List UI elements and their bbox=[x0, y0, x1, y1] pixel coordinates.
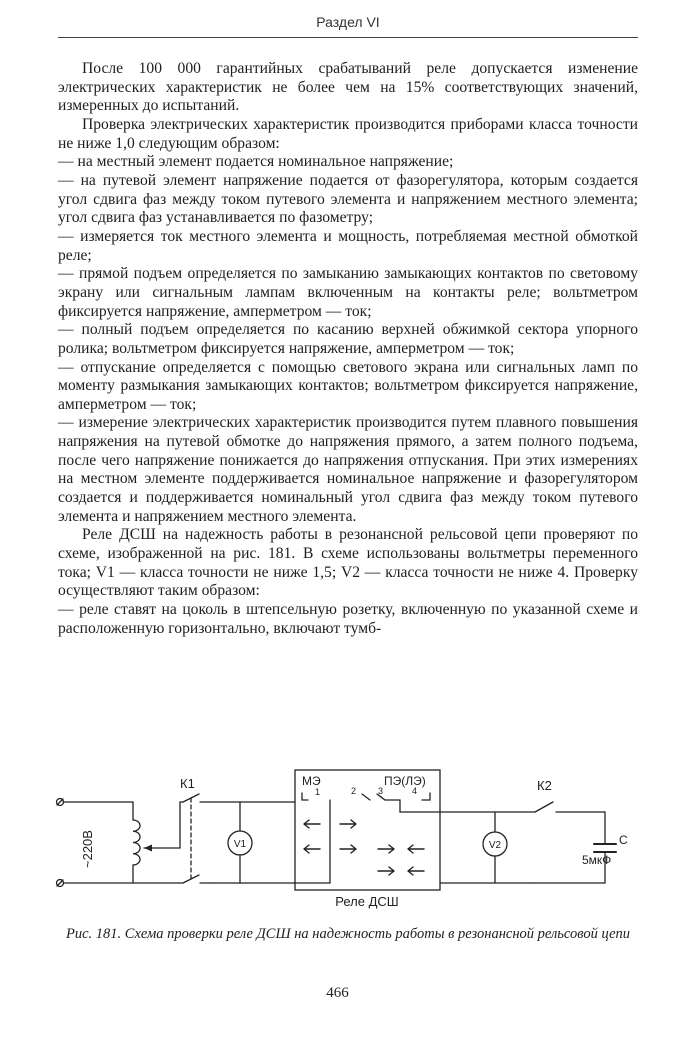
label-terminal-2: 2 bbox=[351, 786, 357, 796]
relay-arrows bbox=[304, 820, 424, 875]
label-capacitance: 5мкФ bbox=[582, 853, 612, 867]
autotransformer-coil bbox=[133, 820, 140, 865]
relay-contacts bbox=[302, 793, 440, 812]
label-k1: К1 bbox=[180, 776, 195, 791]
label-v1: V1 bbox=[233, 839, 247, 850]
capacitor bbox=[594, 844, 616, 852]
circuit-diagram bbox=[40, 760, 650, 920]
label-source: ~220В bbox=[80, 830, 95, 868]
paragraph: Проверка электрических характеристик производится приборами класса точности не ниже 1,0 следующим образом: bbox=[58, 115, 638, 152]
list-item: — измерение электрических характеристик производится путем плавного повышения напряжения на путевой обмотке до напряжения прямого, а затем полного подъема, после чего напряжение понижается до напряжения отпускания. При этих измерениях на местном элементе поддерживается номинальное напряжение и фазорегулятором создается и поддерживается номинальный угол сдвига фаз между током путевого элемента и напряжением местного элемента. bbox=[58, 414, 638, 525]
paragraph: Реле ДСШ на надежность работы в резонансной рельсовой цепи проверяют по схеме, изображенной на рис. 181. В схеме использованы вольтметры переменного тока; V1 — класса точности не ниже 1,5; V2 — класса точности не ниже 4. Проверку осуществляют таким образом: bbox=[58, 526, 638, 600]
header-rule bbox=[58, 37, 638, 38]
label-capacitor: С bbox=[619, 833, 628, 847]
list-item: — измеряется ток местного элемента и мощность, потребляемая местной обмоткой реле; bbox=[58, 227, 638, 264]
list-item: — на путевой элемент напряжение подается от фазорегулятора, которым создается угол сдвига фаз между током путевого элемента и напряжением местного элемента; угол сдвига фаз устанавливается по фазометру; bbox=[58, 171, 638, 227]
label-terminal-1: 1 bbox=[315, 787, 321, 797]
switch-k1 bbox=[133, 794, 215, 883]
left-bus bbox=[215, 800, 330, 883]
tap-arrow bbox=[144, 845, 152, 852]
label-terminal-4: 4 bbox=[412, 786, 418, 796]
list-item: — прямой подъем определяется по замыканию замыкающих контактов по световому экрану или сигнальным лампам включенным на контакты реле; вольтметром фиксируется напряжение, амперметром — ток; bbox=[58, 265, 638, 320]
list-item: — полный подъем определяется по касанию верхней обжимкой сектора упорного ролика; вольтметром фиксируется напряжение, амперметром — ток; bbox=[58, 321, 638, 357]
label-k2: К2 bbox=[537, 778, 552, 793]
circuit-figure bbox=[40, 760, 650, 920]
label-terminal-3: 3 bbox=[378, 786, 384, 796]
page-number: 466 bbox=[326, 985, 349, 1001]
source-wires bbox=[64, 802, 134, 883]
list-item: — на местный элемент подается номинальное напряжение; bbox=[58, 153, 454, 171]
input-terminals bbox=[57, 799, 64, 887]
right-bus bbox=[440, 802, 605, 883]
label-v2: V2 bbox=[488, 840, 502, 851]
list-item: — реле ставят на цоколь в штепсельную розетку, включенную по указанной схеме и расположенную горизонтально, включают тумб- bbox=[58, 601, 638, 637]
label-me: МЭ bbox=[302, 774, 321, 788]
label-pe: ПЭ(ЛЭ) bbox=[384, 774, 426, 788]
running-header: Раздел VI bbox=[316, 14, 380, 30]
autotransformer-tap bbox=[144, 802, 180, 848]
paragraph: После 100 000 гарантийных срабатываний реле допускается изменение электрических характеристик не более чем на 15% соответствующих значений, измеренных до испытаний. bbox=[58, 60, 638, 115]
list-item: — отпускание определяется с помощью светового экрана или сигнальных ламп по моменту размыкания замыкающих контактов; вольтметром фиксируется напряжение, амперметром — ток; bbox=[58, 358, 638, 413]
label-relay: Реле ДСШ bbox=[335, 894, 399, 909]
body-text bbox=[58, 60, 638, 638]
figure-caption: Рис. 181. Схема проверки реле ДСШ на надежность работы в резонансной рельсовой цепи bbox=[66, 926, 630, 942]
